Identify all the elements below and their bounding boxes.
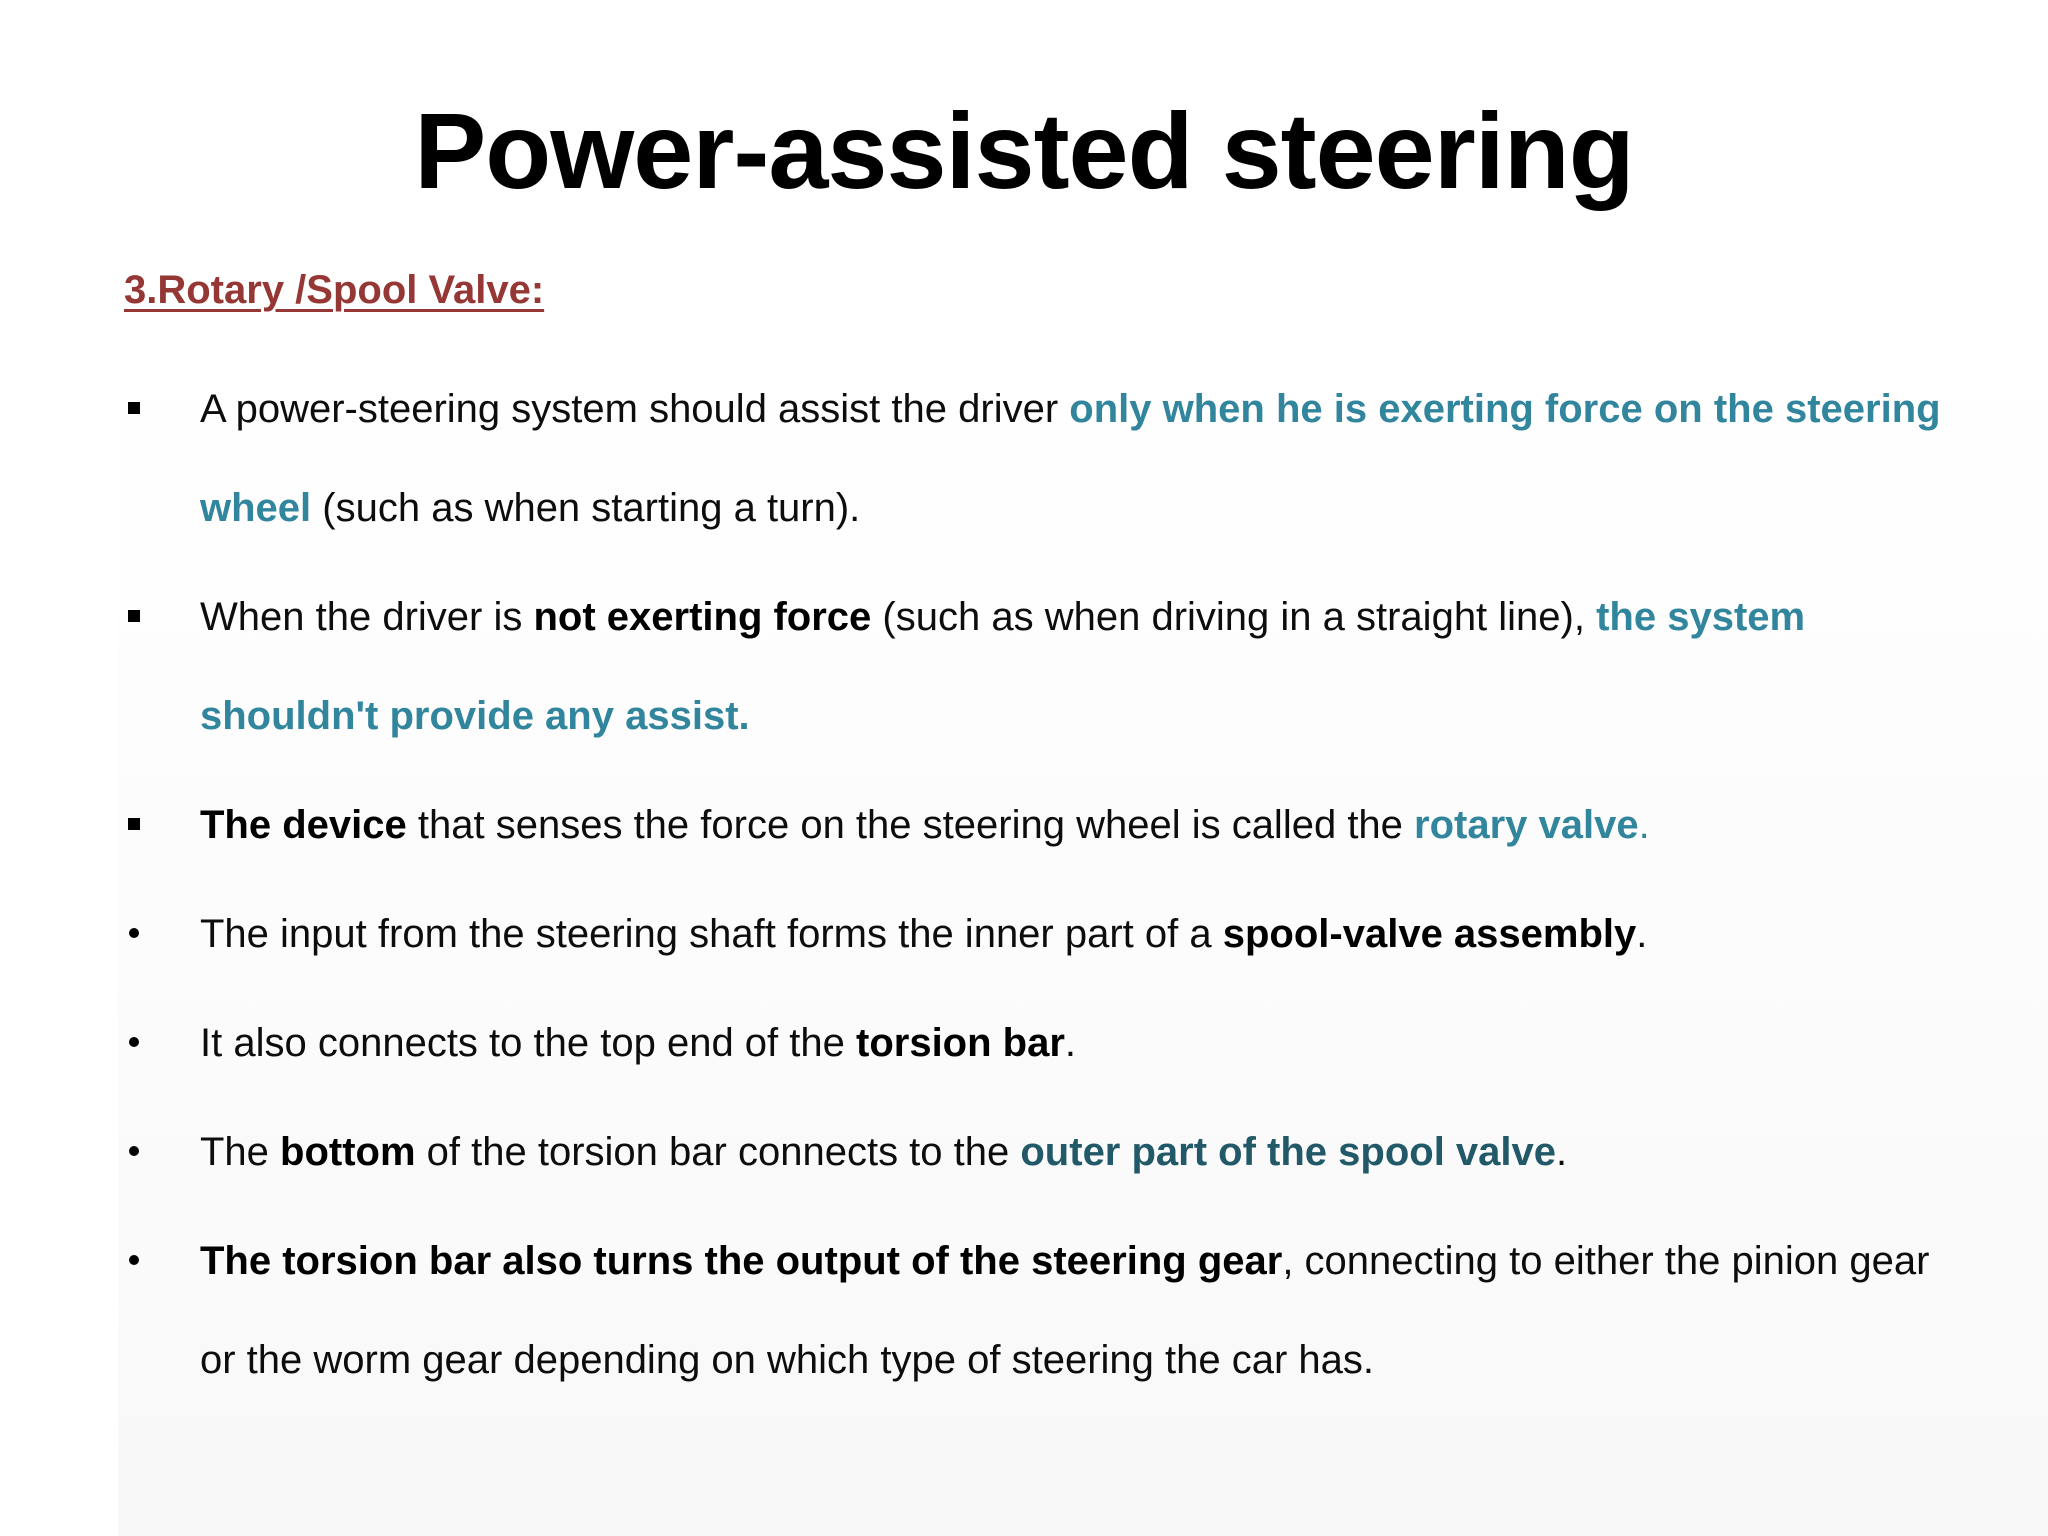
slide-title: Power-assisted steering: [414, 90, 1634, 211]
bullet-item: [124, 568, 1944, 766]
bold-text: torsion bar: [856, 1021, 1065, 1065]
bullet-item: [124, 776, 1944, 875]
dot-bullet-icon: [124, 1212, 144, 1311]
bullet-item: [124, 885, 1944, 984]
bullet-list: [124, 360, 1944, 1410]
highlight-text: rotary valve: [1414, 803, 1639, 847]
dot-bullet-icon: [124, 885, 144, 984]
bullet-item: [124, 994, 1944, 1093]
highlight-text: only when he is exerting force on the steering wheel: [200, 387, 1941, 530]
bullet-text: A power-steering system should assist the driver: [200, 387, 1070, 431]
bold-text: The torsion bar also turns the output of the steering gear: [200, 1239, 1283, 1283]
square-bullet-icon: [124, 360, 144, 459]
bold-text: spool-valve assembly: [1222, 912, 1637, 956]
bullet-text: (such as when driving in a straight line),: [871, 595, 1597, 639]
bullet-text: (such as when starting a turn).: [311, 486, 861, 530]
highlight-text: the system shouldn't provide any assist.: [200, 595, 1806, 738]
bullet-text: of the torsion bar connects to the: [415, 1130, 1021, 1174]
bullet-text: .: [1064, 1021, 1077, 1065]
bullet-item: [124, 1212, 1944, 1410]
bullet-text: The input from the steering shaft forms the inner part of a: [200, 912, 1223, 956]
bullet-text: .: [1636, 912, 1648, 956]
bullet-item: [124, 1103, 1944, 1202]
bullet-text: It also connects to the top end of the: [200, 1021, 856, 1065]
bold-text: bottom: [280, 1130, 416, 1174]
bold-text: The device: [200, 803, 407, 847]
square-bullet-icon: [124, 568, 144, 667]
dot-bullet-icon: [124, 994, 144, 1093]
bullet-text: , connecting to either the pinion gear or the worm gear depending on which type of steering the car has.: [200, 1239, 1930, 1382]
bullet-text: The: [200, 1130, 281, 1174]
bullet-text: that senses the force on the steering wheel is called the: [406, 803, 1415, 847]
dot-bullet-icon: [124, 1103, 144, 1202]
highlight-text: outer part of the spool valve: [1020, 1130, 1557, 1174]
bold-text: not exerting force: [533, 595, 872, 639]
bullet-item: [124, 360, 1944, 558]
section-heading: 3.Rotary /Spool Valve:: [124, 268, 545, 312]
bullet-text: When the driver is: [200, 595, 534, 639]
square-bullet-icon: [124, 776, 144, 875]
bullet-text: .: [1638, 803, 1650, 847]
bullet-text: .: [1556, 1130, 1568, 1174]
